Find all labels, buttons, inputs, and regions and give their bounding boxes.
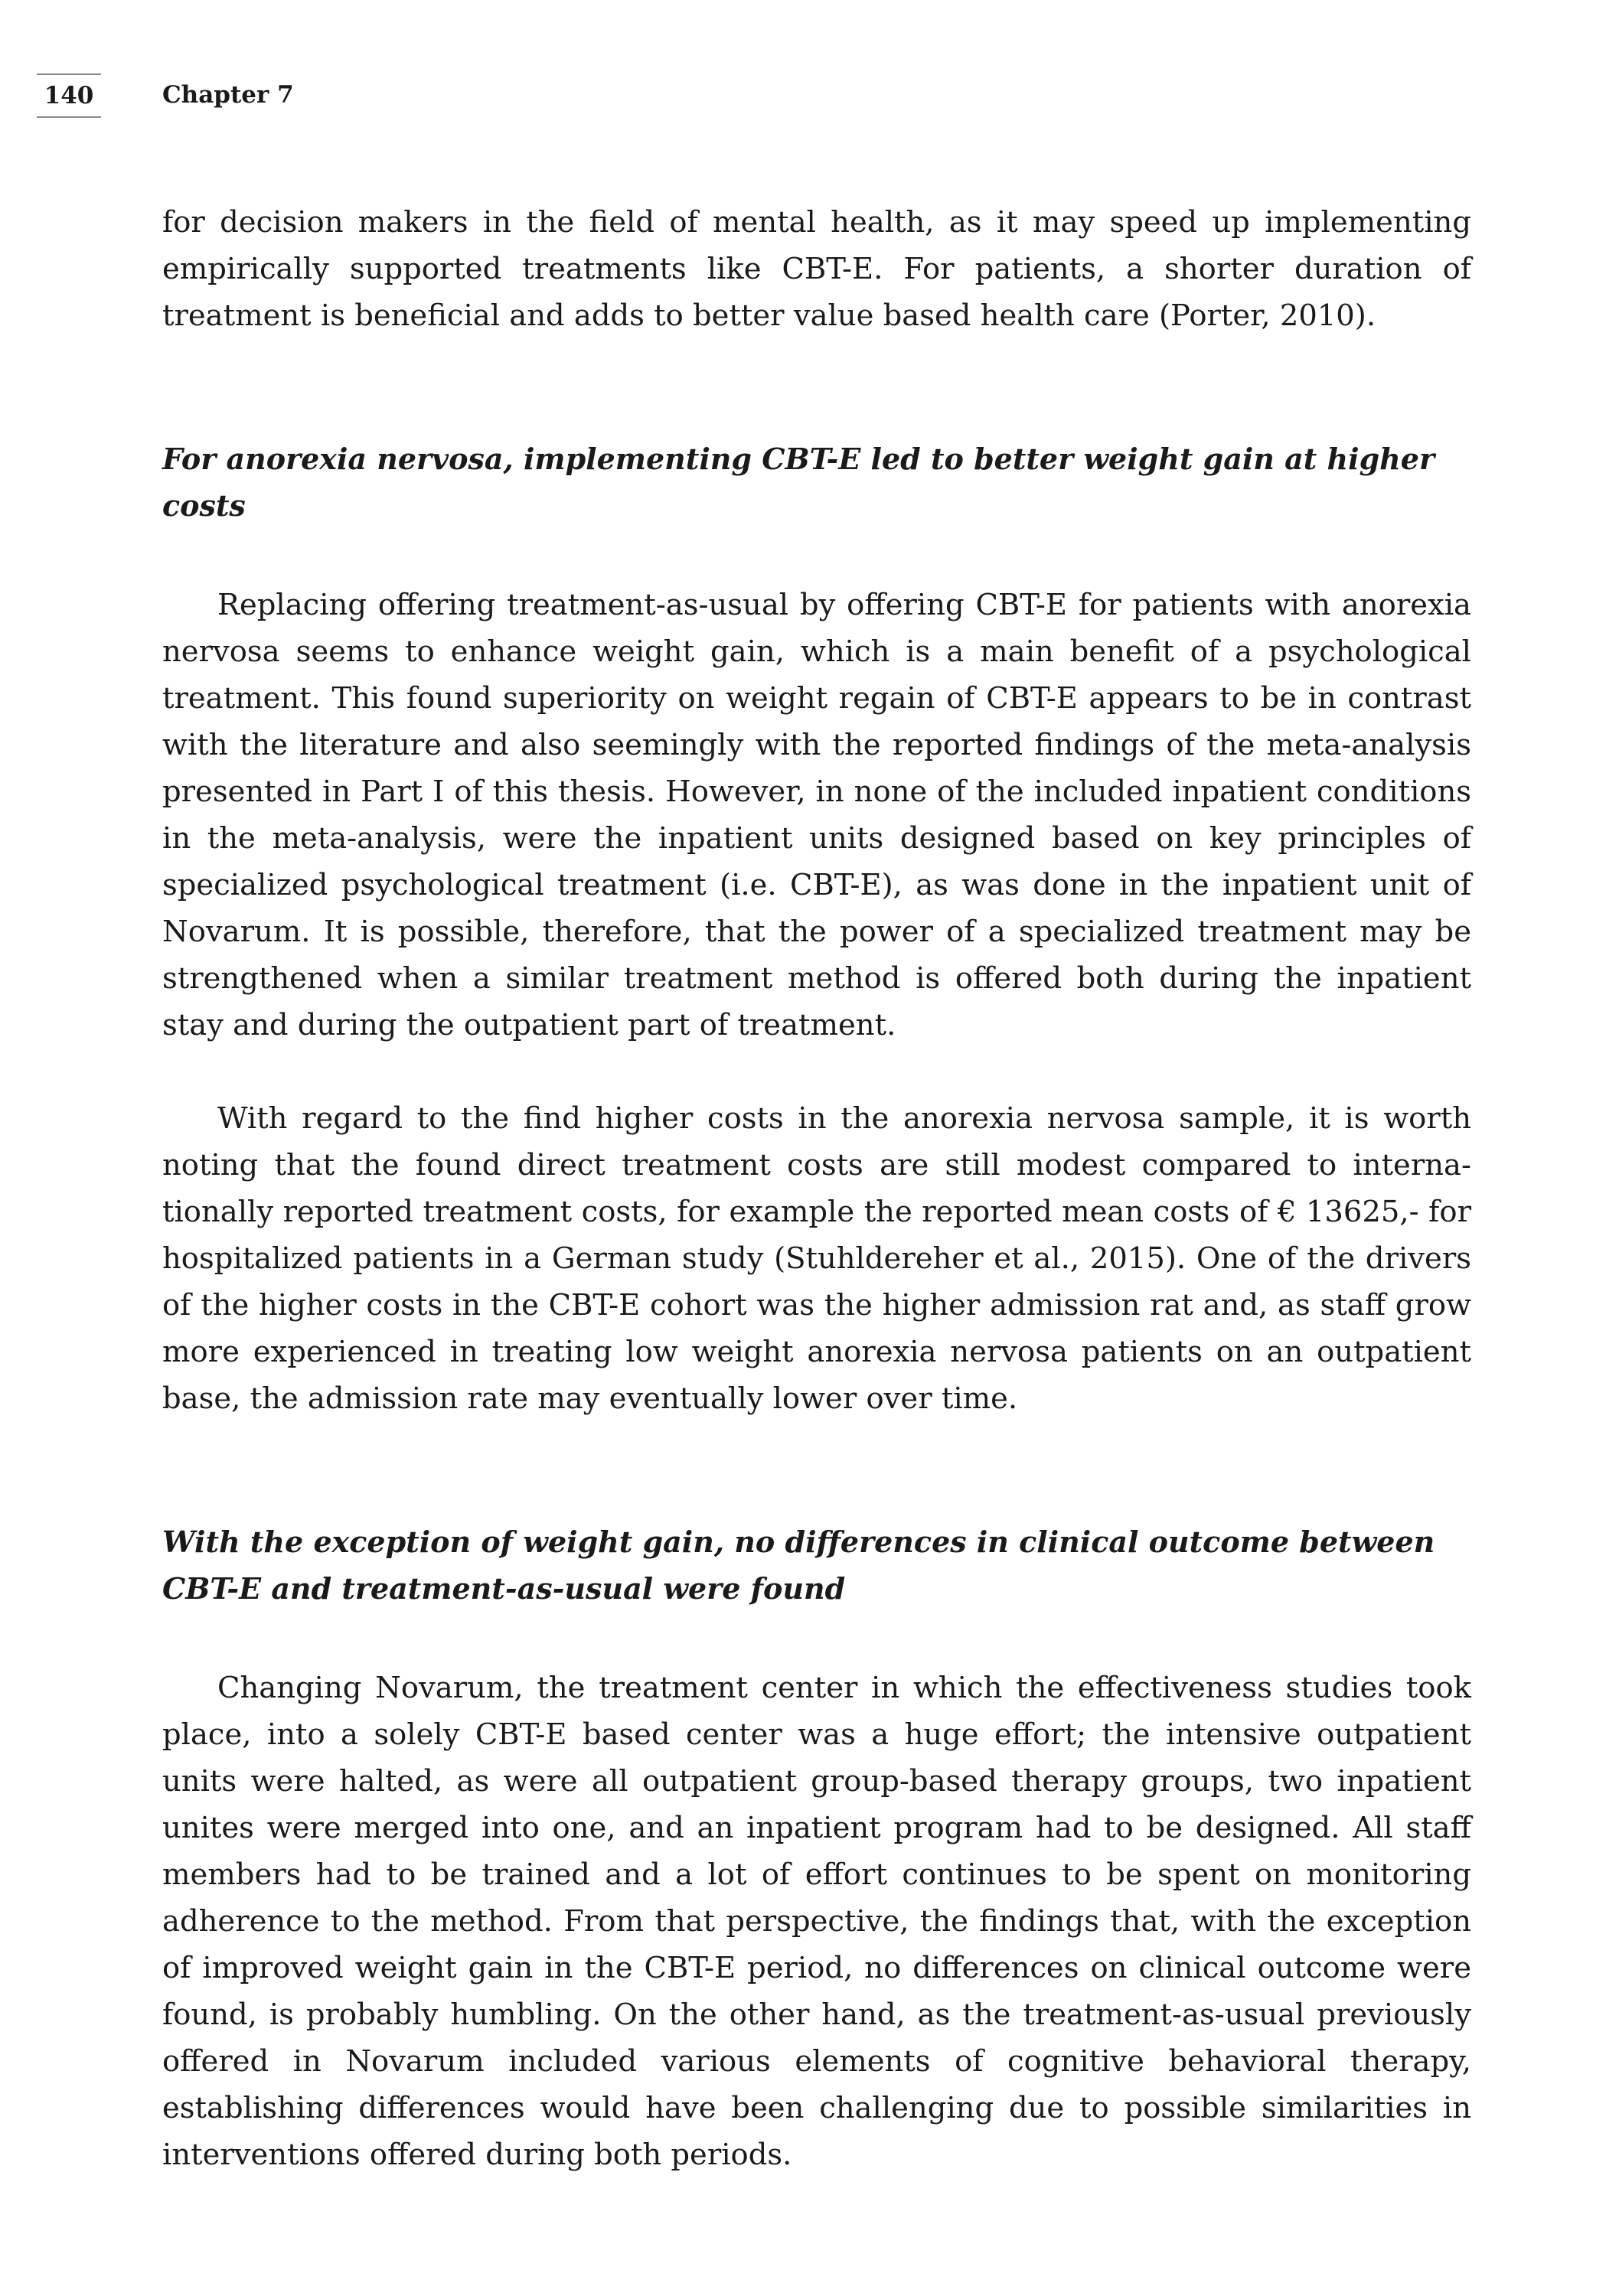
intro-paragraph: for decision makers in the field of mental health, as it may speed up implementing empirically supported treatments like CBT-E. For patients, a shorter duration of treatment is beneficial and adds to better value based health care (Porter, 2010). xyxy=(162,205,1471,333)
section-1-paragraph-1: Replacing offering treatment-as-usual by offering CBT-E for patients with anorexia nervosa seems to enhance weight gain, which is a main benefit of a psychological treatment. This found superiority on weight regain of CBT-E appears to be in contrast with the literature and also seemingly with the reported findings of the meta-analysis presented in Part I of this thesis. However, in none of the included inpatient conditions in the meta-analysis, were the inpatient units designed based on key principles of specialized psychological treatment (i.e. CBT-E), as was done in the inpatient unit of Novarum. It is possible, therefore, that the power of a specialized treatment may be strengthened when a similar treatment method is offered both during the inpatient stay and during the outpatient part of treatment. xyxy=(162,588,1471,1042)
section-2-paragraph-1: Changing Novarum, the treatment center in which the effectiveness studies took place, into a solely CBT-E based center was a huge effort; the intensive outpatient units were halted, as were all outpatient group-based therapy groups, two inpatient unites were merged into one, and an inpatient program had to be designed. All staff members had to be trained and a lot of effort continues to be spent on monitoring adherence to the method. From that perspective, the findings that, with the exception of improved weight gain in the CBT-E period, no differences on clinical outcome were found, is probably humbling. On the other hand, as the treatment-as-usual previously offered in Novarum included various elements of cognitive behavioral therapy, establishing differences would have been challenging due to possible similarities in interventions offered during both periods. xyxy=(162,1671,1471,2172)
section-heading-anorexia: For anorexia nervosa, implementing CBT-E led to better weight gain at higher costs xyxy=(162,442,1435,523)
section-heading-clinical-outcome: With the exception of weight gain, no differences in clinical outcome between CBT-E and treatment-as-usual were found xyxy=(162,1525,1435,1606)
section-1-paragraph-2: With regard to the find higher costs in the anorexia nervosa sample, it is worth noting that the found direct treatment costs are still modest compared to internationally reported treatment costs, for example the reported mean costs of € 13625,- for hospitalized patients in a German study (Stuhldereher et al., 2015). One of the drivers of the higher costs in the CBT-E cohort was the higher admission rat and, as staff grow more experienced in treating low weight anorexia nervosa patients on an outpatient base, the admission rate may eventually lower over time. xyxy=(162,1101,1471,1416)
spacer xyxy=(162,1612,1471,1665)
spacer xyxy=(162,529,1471,582)
spacer xyxy=(162,339,1471,435)
running-header-chapter: Chapter 7 xyxy=(162,81,294,109)
page-number: 140 xyxy=(37,73,101,118)
spacer xyxy=(162,1422,1471,1518)
page-body xyxy=(162,199,1471,2178)
spacer xyxy=(162,1049,1471,1095)
